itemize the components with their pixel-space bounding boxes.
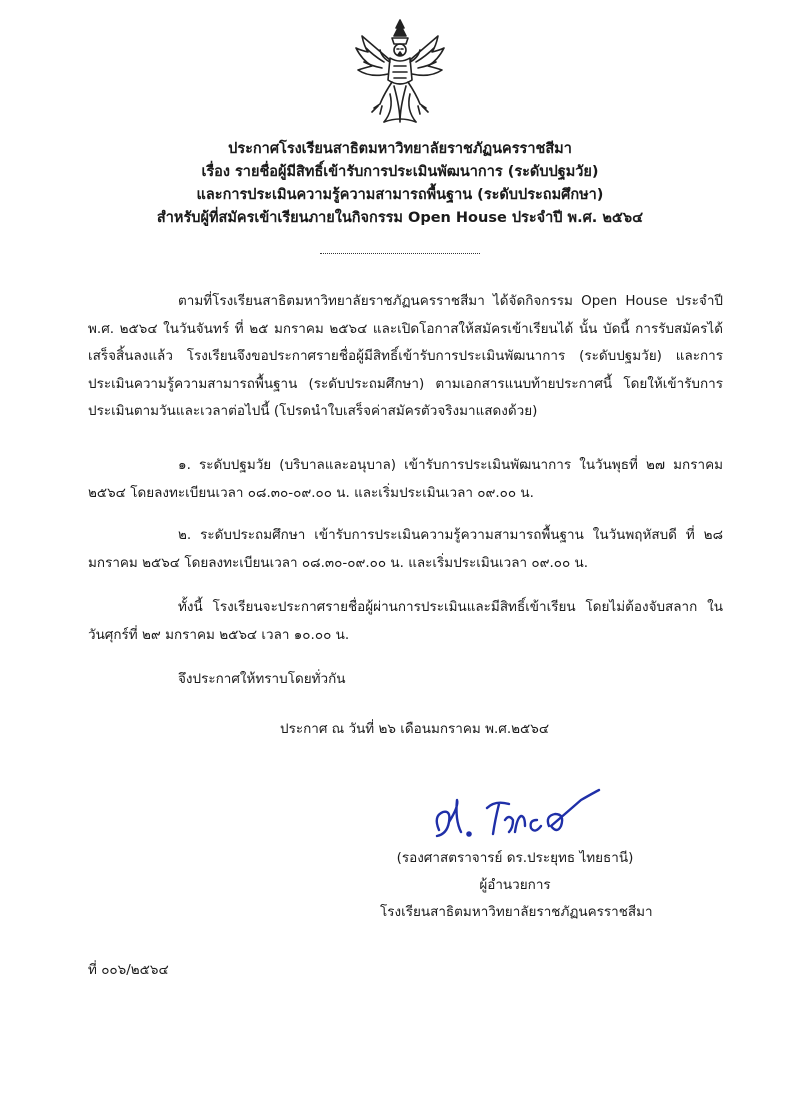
title-line: และการประเมินความรู้ความสามารถพื้นฐาน (ระดับประถมศึกษา) [196,187,604,203]
intro-paragraph: ตามที่โรงเรียนสาธิตมหาวิทยาลัยราชภัฏนครราชสีมา ได้จัดกิจกรรม Open House ประจำปี พ.ศ. ๒๕๖๔ ในวันจันทร์ ที่ ๒๕ มกราคม ๒๕๖๔ และเปิดโอกาสให้สมัครเข้าเรียนได้ นั้น บัดนี้ การรับสมัครได้เสร็จสิ้นลงแล้ว โรงเรียนจึงขอประกาศรายชื่อผู้มีสิทธิ์เข้ารับการประเมินพัฒนาการ (ระดับปฐมวัย) และการประเมินความรู้ความสามารถพื้นฐาน (ระดับประถมศึกษา) ตามเอกสารแนบท้ายประกาศนี้ โดยให้เข้ารับการประเมินตามวันและเวลาต่อไปนี้ (โปรดนำใบเสร็จค่าสมัครตัวจริงมาแสดงด้วย) [88,293,723,419]
separator-line [320,253,480,254]
signer-organization: โรงเรียนสาธิตมหาวิทยาลัยราชภัฏนครราชสีมา [380,904,653,920]
garuda-emblem-icon [354,18,446,126]
title-line: เรื่อง รายชื่อผู้มีสิทธิ์เข้ารับการประเมินพัฒนาการ (ระดับปฐมวัย) [201,164,599,180]
handwritten-signature-icon [425,786,605,846]
announcement-title [60,138,740,230]
item-kindergarten-paragraph: ๑. ระดับปฐมวัย (บริบาลและอนุบาล) เข้ารับการประเมินพัฒนาการ ในวันพุธที่ ๒๗ มกราคม ๒๕๖๔ โดยลงทะเบียนเวลา ๐๘.๓๐-๐๙.๐๐ น. และเริ่มประเมินเวลา ๐๙.๐๐ น. [88,457,723,501]
results-paragraph: ทั้งนี้ โรงเรียนจะประกาศรายชื่อผู้ผ่านการประเมินและมีสิทธิ์เข้าเรียน โดยไม่ต้องจับสลาก ในวันศุกร์ที่ ๒๙ มกราคม ๒๕๖๔ เวลา ๑๐.๐๐ น. [88,599,723,643]
reference-number: ที่ ๐๐๖/๒๕๖๔ [88,962,169,978]
closing-paragraph: จึงประกาศให้ทราบโดยทั่วกัน [178,671,346,687]
title-line: สำหรับผู้ที่สมัครเข้าเรียนภายในกิจกรรม Open House ประจำปี พ.ศ. ๒๕๖๔ [156,210,644,226]
signature-block [380,845,653,926]
title-line: ประกาศโรงเรียนสาธิตมหาวิทยาลัยราชภัฏนครราชสีมา [228,141,572,157]
announcement-date: ประกาศ ณ วันที่ ๒๖ เดือนมกราคม พ.ศ.๒๕๖๔ [280,721,550,737]
signer-position: ผู้อำนวยการ [479,877,551,893]
signer-name: (รองศาสตราจารย์ ดร.ประยุทธ ไทยธานี) [396,850,634,866]
item-primary-paragraph: ๒. ระดับประถมศึกษา เข้ารับการประเมินความรู้ความสามารถพื้นฐาน ในวันพฤหัสบดี ที่ ๒๘ มกราคม ๒๕๖๔ โดยลงทะเบียนเวลา ๐๘.๓๐-๐๙.๐๐ น. และเริ่มประเมินเวลา ๐๙.๐๐ น. [88,527,723,571]
